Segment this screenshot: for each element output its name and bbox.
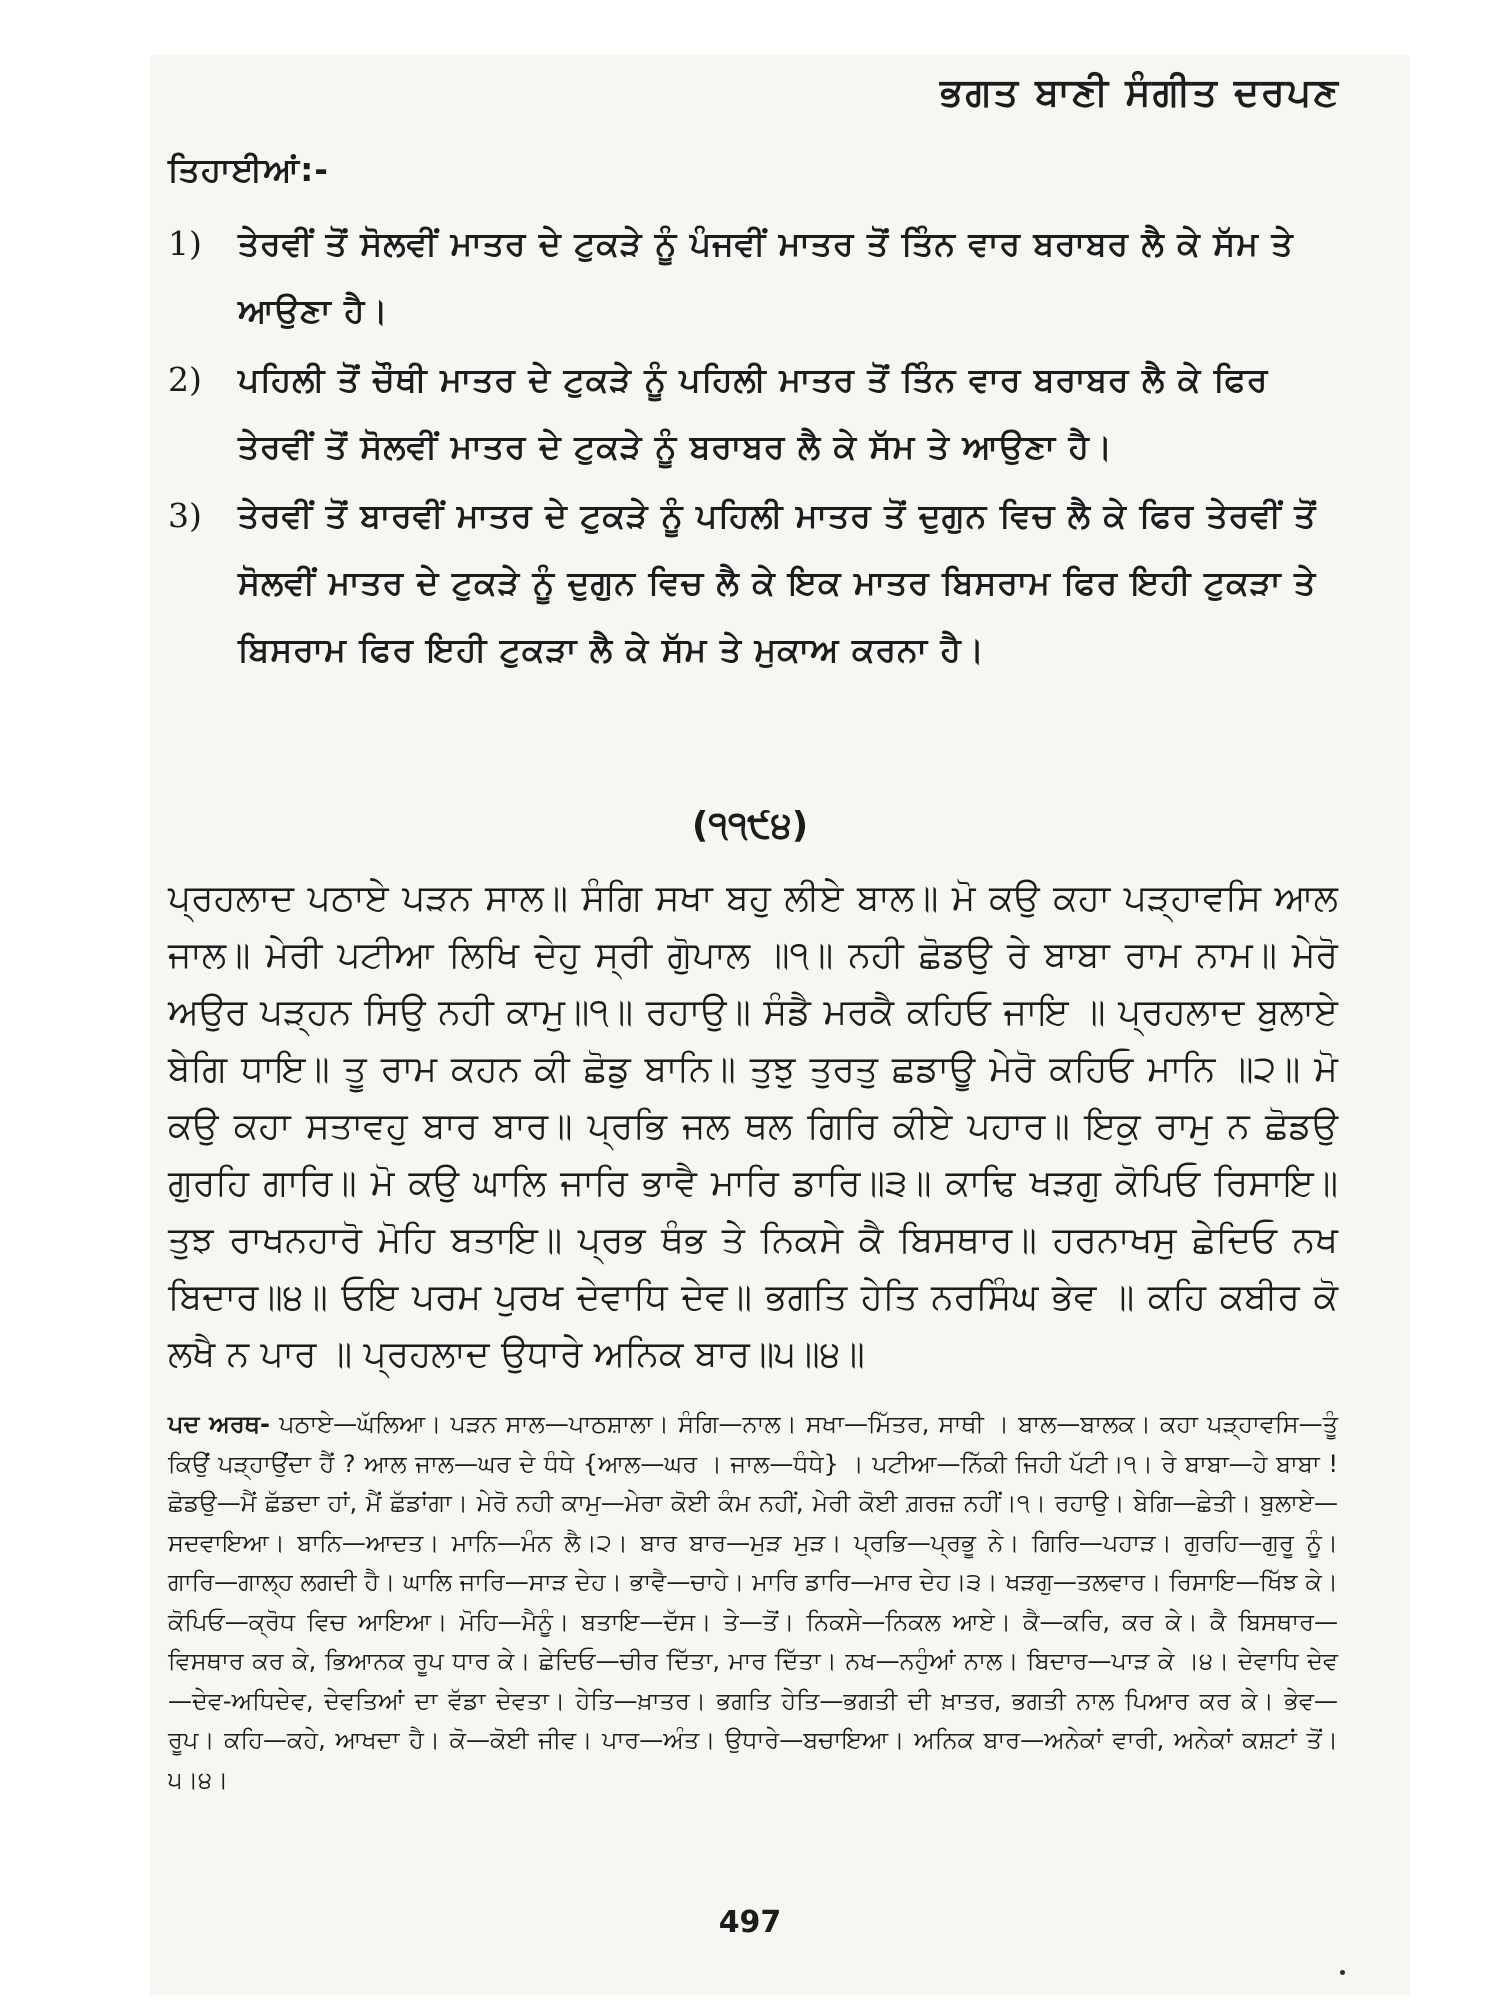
rule-item: [168, 346, 1338, 480]
word-meanings-text: ਪਠਾਏ—ਘੱਲਿਆ। ਪੜਨ ਸਾਲ—ਪਾਠਸ਼ਾਲਾ। ਸੰਗਿ—ਨਾਲ। ਸਖਾ—ਮਿੱਤਰ, ਸਾਥੀ । ਬਾਲ—ਬਾਲਕ। ਕਹਾ ਪੜ੍ਹਾਵਸਿ—ਤੂੰ ਕਿਉਂ ਪੜ੍ਹਾਉਂਦਾ ਹੈਂ ? ਆਲ ਜਾਲ—ਘਰ ਦੇ ਧੰਧੇ {ਆਲ—ਘਰ । ਜਾਲ—ਧੰਧੇ} । ਪਟੀਆ—ਨਿੱਕੀ ਜਿਹੀ ਪੱਟੀ।੧। ਰੇ ਬਾਬਾ—ਹੇ ਬਾਬਾ ! ਛੋਡਉ—ਮੈਂ ਛੱਡਦਾ ਹਾਂ, ਮੈਂ ਛੱਡਾਂਗਾ। ਮੇਰੋ ਨਹੀ ਕਾਮੁ—ਮੇਰਾ ਕੋਈ ਕੰਮ ਨਹੀਂ, ਮੇਰੀ ਕੋਈ ਗ਼ਰਜ਼ ਨਹੀਂ।੧। ਰਹਾਉ। ਬੇਗਿ—ਛੇਤੀ। ਬੁਲਾਏ—ਸਦਵਾਇਆ। ਬਾਨਿ—ਆਦਤ। ਮਾਨਿ—ਮੰਨ ਲੈ।੨। ਬਾਰ ਬਾਰ—ਮੁੜ ਮੁੜ। ਪ੍ਰਭਿ—ਪ੍ਰਭੂ ਨੇ। ਗਿਰਿ—ਪਹਾੜ। ਗੁਰਹਿ—ਗੁਰੂ ਨੂੰ। ਗਾਰਿ—ਗਾਲ੍ਹ ਲਗਦੀ ਹੈ। ਘਾਲਿ ਜਾਰਿ—ਸਾੜ ਦੇਹ। ਭਾਵੈ—ਚਾਹੇ। ਮਾਰਿ ਡਾਰਿ—ਮਾਰ ਦੇਹ।੩। ਖੜਗੁ—ਤਲਵਾਰ। ਰਿਸਾਇ—ਖਿੱਝ ਕੇ। ਕੋਪਿਓ—ਕ੍ਰੋਧ ਵਿਚ ਆਇਆ। ਮੋਹਿ—ਮੈਨੂੰ। ਬਤਾਇ—ਦੱਸ। ਤੇ—ਤੋਂ। ਨਿਕਸੇ—ਨਿਕਲ ਆਏ। ਕੈ—ਕਰਿ, ਕਰ ਕੇ। ਕੈ ਬਿਸਥਾਰ—ਵਿਸਥਾਰ ਕਰ ਕੇ, ਭਿਆਨਕ ਰੂਪ ਧਾਰ ਕੇ। ਛੇਦਿਓ—ਚੀਰ ਦਿੱਤਾ, ਮਾਰ ਦਿੱਤਾ। ਨਖ—ਨਹੁੰਆਂ ਨਾਲ। ਬਿਦਾਰ—ਪਾੜ ਕੇ ।੪। ਦੇਵਾਧਿ ਦੇਵ—ਦੇਵ-ਅਧਿਦੇਵ, ਦੇਵਤਿਆਂ ਦਾ ਵੱਡਾ ਦੇਵਤਾ। ਹੇਤਿ—ਖ਼ਾਤਰ। ਭਗਤਿ ਹੇਤਿ—ਭਗਤੀ ਦੀ ਖ਼ਾਤਰ, ਭਗਤੀ ਨਾਲ ਪਿਆਰ ਕਰ ਕੇ। ਭੇਵ—ਰੂਪ। ਕਹਿ—ਕਹੇ, ਆਖਦਾ ਹੈ। ਕੋ—ਕੋਈ ਜੀਵ। ਪਾਰ—ਅੰਤ। ਉਧਾਰੇ—ਬਚਾਇਆ। ਅਨਿਕ ਬਾਰ—ਅਨੇਕਾਂ ਵਾਰੀ, ਅਨੇਕਾਂ ਕਸ਼ਟਾਂ ਤੋਂ।੫।੪।: [168, 1410, 1338, 1794]
rule-number: 2): [168, 360, 202, 399]
word-meanings: [168, 1405, 1338, 1800]
rule-item: [168, 210, 1338, 344]
rule-text: ਤੇਰਵੀਂ ਤੋਂ ਸੋਲਵੀਂ ਮਾਤਰ ਦੇ ਟੁਕੜੇ ਨੂੰ ਪੰਜਵੀਂ ਮਾਤਰ ਤੋਂ ਤਿੰਨ ਵਾਰ ਬਰਾਬਰ ਲੈ ਕੇ ਸੱਮ ਤੇ ਆਉਣਾ ਹੈ।: [238, 224, 1294, 330]
rule-text: ਪਹਿਲੀ ਤੋਂ ਚੌਥੀ ਮਾਤਰ ਦੇ ਟੁਕੜੇ ਨੂੰ ਪਹਿਲੀ ਮਾਤਰ ਤੋਂ ਤਿੰਨ ਵਾਰ ਬਰਾਬਰ ਲੈ ਕੇ ਫਿਰ ਤੇਰਵੀਂ ਤੋਂ ਸੋਲਵੀਂ ਮਾਤਰ ਦੇ ਟੁਕੜੇ ਨੂੰ ਬਰਾਬਰ ਲੈ ਕੇ ਸੱਮ ਤੇ ਆਉਣਾ ਹੈ।: [238, 360, 1269, 466]
scan-speck: [1340, 1970, 1345, 1975]
rule-item: [168, 482, 1338, 683]
rule-number: 3): [168, 496, 202, 535]
rule-number: 1): [168, 224, 202, 263]
section-title: ਤਿਹਾਈਆਂ:-: [168, 150, 329, 189]
rule-text: ਤੇਰਵੀਂ ਤੋਂ ਬਾਰਵੀਂ ਮਾਤਰ ਦੇ ਟੁਕੜੇ ਨੂੰ ਪਹਿਲੀ ਮਾਤਰ ਤੋਂ ਦੁਗੁਨ ਵਿਚ ਲੈ ਕੇ ਫਿਰ ਤੇਰਵੀਂ ਤੋਂ ਸੋਲਵੀਂ ਮਾਤਰ ਦੇ ਟੁਕੜੇ ਨੂੰ ਦੁਗੁਨ ਵਿਚ ਲੈ ਕੇ ਇਕ ਮਾਤਰ ਬਿਸਰਾਮ ਫਿਰ ਇਹੀ ਟੁਕੜਾ ਤੇ ਬਿਸਰਾਮ ਫਿਰ ਇਹੀ ਟੁਕੜਾ ਲੈ ਕੇ ਸੱਮ ਤੇ ਮੁਕਾਅ ਕਰਨਾ ਹੈ।: [238, 496, 1317, 669]
tihai-rules-list: [168, 210, 1338, 685]
word-meanings-label: ਪਦ ਅਰਥ-: [168, 1410, 270, 1438]
running-header: ਭਗਤ ਬਾਣੀ ਸੰਗੀਤ ਦਰਪਣ: [940, 70, 1340, 114]
shabad-verse: ਪ੍ਰਹਲਾਦ ਪਠਾਏ ਪੜਨ ਸਾਲ॥ ਸੰਗਿ ਸਖਾ ਬਹੁ ਲੀਏ ਬਾਲ॥ ਮੋ ਕਉ ਕਹਾ ਪੜ੍ਹਾਵਸਿ ਆਲ ਜਾਲ॥ ਮੇਰੀ ਪਟੀਆ ਲਿਖਿ ਦੇਹੁ ਸ੍ਰੀ ਗੋੁਪਾਲ ॥੧॥ ਨਹੀ ਛੋਡਉ ਰੇ ਬਾਬਾ ਰਾਮ ਨਾਮ॥ ਮੇਰੋ ਅਉਰ ਪੜ੍ਹਨ ਸਿਉ ਨਹੀ ਕਾਮੁ॥੧॥ ਰਹਾਉ॥ ਸੰਡੈ ਮਰਕੈ ਕਹਿਓ ਜਾਇ ॥ ਪ੍ਰਹਲਾਦ ਬੁਲਾਏ ਬੇਗਿ ਧਾਇ॥ ਤੂ ਰਾਮ ਕਹਨ ਕੀ ਛੋਡੁ ਬਾਨਿ॥ ਤੁਝੁ ਤੁਰਤੁ ਛਡਾਊ ਮੇਰੋ ਕਹਿਓ ਮਾਨਿ ॥੨॥ ਮੋ ਕਉ ਕਹਾ ਸਤਾਵਹੁ ਬਾਰ ਬਾਰ॥ ਪ੍ਰਭਿ ਜਲ ਥਲ ਗਿਰਿ ਕੀਏ ਪਹਾਰ॥ ਇਕੁ ਰਾਮੁ ਨ ਛੋਡਉ ਗੁਰਹਿ ਗਾਰਿ॥ ਮੋ ਕਉ ਘਾਲਿ ਜਾਰਿ ਭਾਵੈ ਮਾਰਿ ਡਾਰਿ॥੩॥ ਕਾਢਿ ਖੜਗੁ ਕੋਪਿਓ ਰਿਸਾਇ॥ ਤੁਝ ਰਾਖਨਹਾਰੋ ਮੋਹਿ ਬਤਾਇ॥ ਪ੍ਰਭ ਥੰਭ ਤੇ ਨਿਕਸੇ ਕੈ ਬਿਸਥਾਰ॥ ਹਰਨਾਖਸੁ ਛੇਦਿਓ ਨਖ ਬਿਦਾਰ॥੪॥ ਓਇ ਪਰਮ ਪੁਰਖ ਦੇਵਾਧਿ ਦੇਵ॥ ਭਗਤਿ ਹੇਤਿ ਨਰਸਿੰਘ ਭੇਵ ॥ ਕਹਿ ਕਬੀਰ ਕੋ ਲਖੈ ਨ ਪਾਰ ॥ ਪ੍ਰਹਲਾਦ ਉਧਾਰੇ ਅਨਿਕ ਬਾਰ॥੫॥੪॥: [168, 878, 1338, 1375]
page-number: 497: [718, 1905, 782, 1940]
shabad-number: (੧੧੯੪): [691, 805, 809, 846]
